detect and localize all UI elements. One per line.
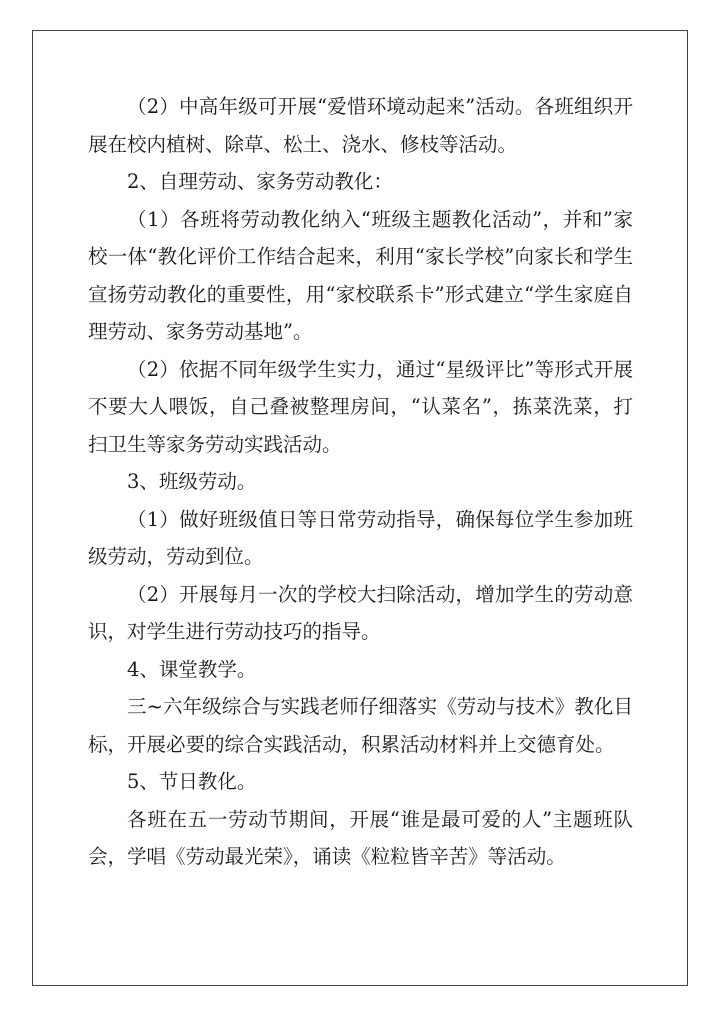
paragraph-1: （2）中高年级可开展“爱惜环境动起来”活动。各班组织开展在校内植树、除草、松土、浇水、修枝等活动。 bbox=[88, 95, 633, 156]
paragraph-2-2: （2）依据不同年级学生实力，通过“星级评比”等形式开展不要大人喂饭，自己叠被整理房间，“认菜名”，拣菜洗菜，打扫卫生等家务劳动实践活动。 bbox=[88, 357, 633, 456]
paragraph-2-1: （1）各班将劳动教化纳入“班级主题教化活动”，并和”家校一体“教化评价工作结合起来，利用“家长学校”向家长和学生宣扬劳动教化的重要性，用“家校联系卡”形式建立“学生家庭自理劳动、家务劳动基地”。 bbox=[88, 207, 633, 343]
paragraph-3-2: （2）开展每月一次的学校大扫除活动，增加学生的劳动意识，对学生进行劳动技巧的指导。 bbox=[88, 582, 633, 643]
paragraph-5: 各班在五一劳动节期间，开展“谁是最可爱的人”主题班队会，学唱《劳动最光荣》，诵读《粒粒皆辛苦》等活动。 bbox=[88, 807, 633, 868]
document-body bbox=[88, 88, 633, 876]
section-heading-4: 4、课堂教学。 bbox=[127, 657, 257, 681]
section-heading-3: 3、班级劳动。 bbox=[127, 470, 257, 493]
paragraph-3-1: （1）做好班级值日等日常劳动指导，确保每位学生参加班级劳动，劳动到位。 bbox=[88, 507, 633, 568]
section-heading-2: 2、自理劳动、家务劳动教化： bbox=[127, 170, 393, 193]
paragraph-4: 三~六年级综合与实践老师仔细落实《劳动与技术》教化目标，开展必要的综合实践活动，积累活动材料并上交德育处。 bbox=[88, 695, 633, 756]
section-heading-5: 5、节日教化。 bbox=[127, 770, 257, 793]
